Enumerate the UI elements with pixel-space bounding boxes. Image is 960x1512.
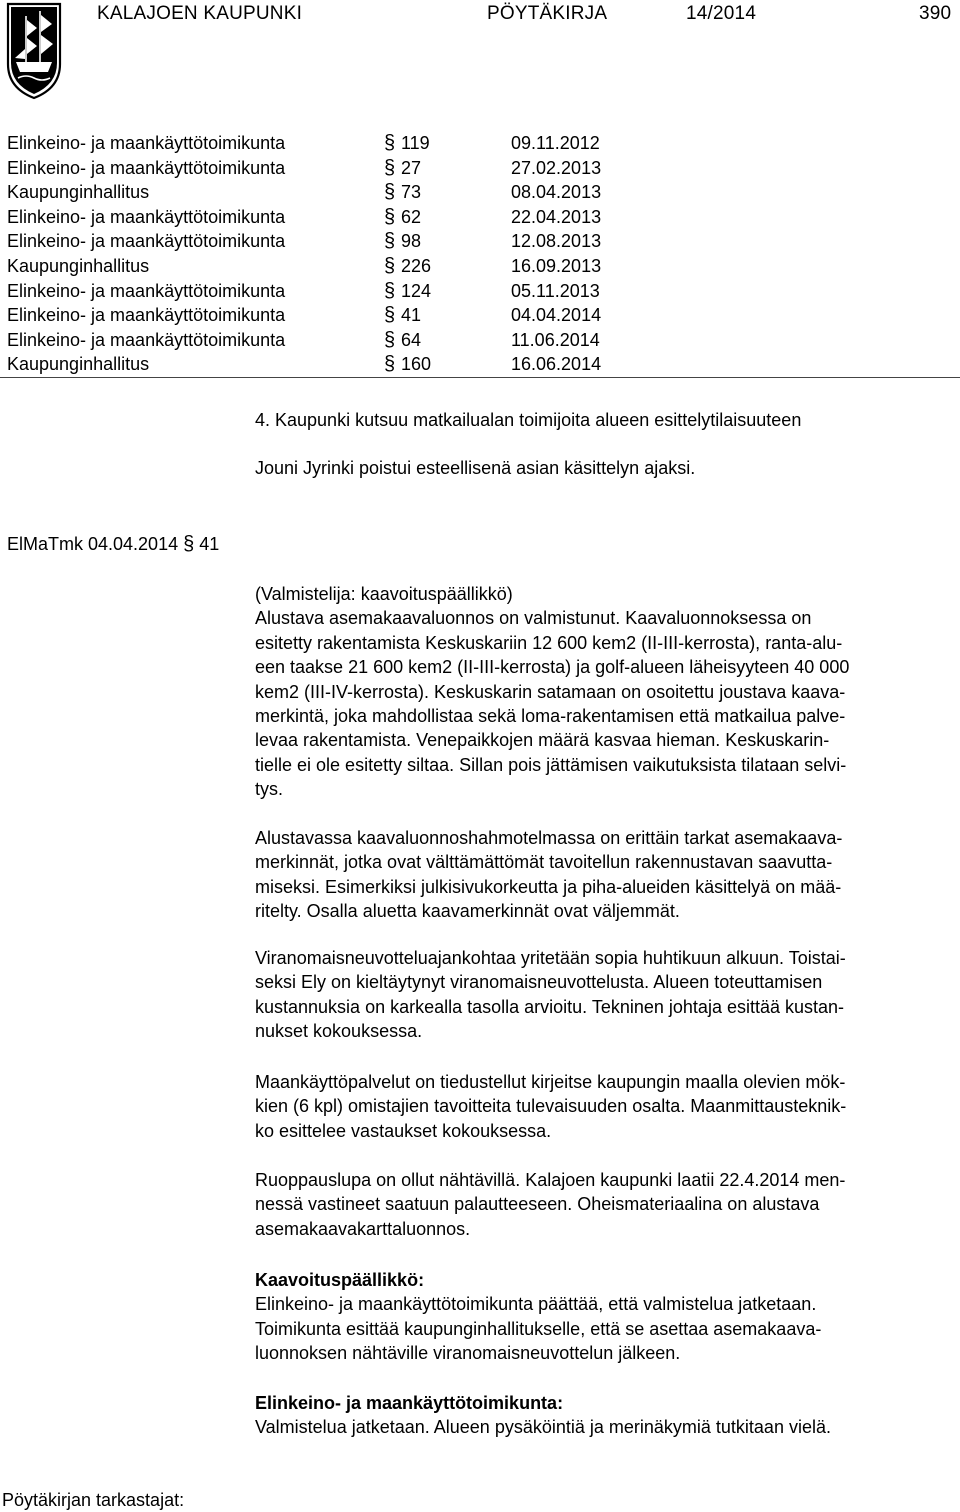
item-title: 4. Kaupunki kutsuu matkailualan toimijoita alueen esittelytilaisuuteen	[255, 410, 802, 430]
paragraph-cottages	[255, 1070, 955, 1143]
document-type: PÖYTÄKIRJA	[487, 3, 608, 24]
item-reference	[7, 532, 219, 556]
history-row	[0, 303, 960, 328]
history-date: 09.11.2012	[511, 133, 600, 153]
section-sign: §	[384, 279, 396, 302]
history-date: 27.02.2013	[511, 157, 602, 178]
history-number: 160	[401, 354, 432, 375]
decision-section	[255, 1391, 955, 1440]
history-date: 22.04.2013	[511, 206, 602, 227]
text-line: kem2 (III-IV-kerrosta). Keskuskarin satamaan on osoitettu joustava kaava-	[255, 681, 846, 702]
history-body: Elinkeino- ja maankäyttötoimikunta	[7, 133, 286, 153]
decision-text: Valmistelua jatketaan. Alueen pysäköintiä ja merinäkymiä tutkitaan vielä.	[255, 1417, 831, 1438]
history-number: 124	[401, 280, 432, 301]
history-number: 98	[401, 231, 422, 252]
history-body: Elinkeino- ja maankäyttötoimikunta	[7, 231, 286, 252]
history-number: 64	[401, 329, 422, 350]
history-row	[0, 328, 960, 353]
text-line: esitetty rakentamista Keskuskariin 12 600 kem2 (II-III-kerrosta), ranta-alu-	[255, 632, 843, 653]
section-sign: §	[384, 304, 396, 327]
history-row	[0, 229, 960, 254]
text-line: kustannuksia on karkealla tasolla arvioitu. Tekninen johtaja esittää kustan-	[255, 996, 845, 1017]
text-line: nukset kokouksessa.	[255, 1021, 423, 1042]
history-number: 62	[401, 206, 422, 227]
history-body: Elinkeino- ja maankäyttötoimikunta	[7, 206, 286, 227]
history-row	[0, 352, 960, 377]
history-body: Elinkeino- ja maankäyttötoimikunta	[7, 305, 286, 326]
issue-number: 14/2014	[686, 3, 757, 24]
page-header	[0, 0, 960, 100]
history-row	[0, 131, 960, 156]
text-line: nessä vastineet saatuun palautteeseen. Oheismateriaalina on alustava	[255, 1194, 820, 1215]
section-sign: §	[384, 132, 396, 154]
history-date: 16.09.2013	[511, 255, 602, 276]
history-number: 119	[401, 133, 430, 153]
divider	[0, 377, 960, 378]
section-sign: §	[384, 205, 396, 228]
section-sign: §	[384, 254, 396, 277]
text-line: luonnoksen nähtäville viranomaisneuvottelun jälkeen.	[255, 1343, 681, 1364]
handling-history	[0, 131, 960, 377]
text-line: een taakse 21 600 kem2 (II-III-kerrosta) ja golf-alueen läheisyyteen 40 000	[255, 657, 850, 678]
text-line: ko esittelee vastaukset kokouksessa.	[255, 1120, 552, 1141]
history-date: 16.06.2014	[511, 354, 602, 375]
history-row	[0, 205, 960, 230]
section-sign: §	[384, 353, 396, 376]
paragraph-dredging	[255, 1168, 955, 1241]
reference-number: 41	[199, 534, 220, 554]
history-body: Kaupunginhallitus	[7, 182, 150, 203]
history-date: 05.11.2013	[511, 280, 600, 301]
text-line: Maankäyttöpalvelut on tiedustellut kirjeitse kaupungin maalla olevien mök-	[255, 1072, 846, 1092]
section-sign: §	[183, 533, 195, 555]
history-number: 27	[401, 157, 422, 178]
decision-heading: Elinkeino- ja maankäyttötoimikunta:	[255, 1393, 564, 1413]
text-line: Elinkeino- ja maankäyttötoimikunta päättää, että valmistelua jatketaan.	[255, 1294, 817, 1315]
section-sign: §	[384, 181, 396, 204]
text-line: levaa rakentamista. Venepaikkojen määrä kasvaa hieman. Keskuskarin-	[255, 730, 830, 751]
text-line: Ruoppauslupa on ollut nähtävillä. Kalajoen kaupunki laatii 22.4.2014 men-	[255, 1170, 846, 1190]
history-body: Kaupunginhallitus	[7, 354, 150, 375]
text-line: merkinnät, jotka ovat välttämättömät tavoitellun rakennustavan saavutta-	[255, 852, 833, 873]
history-date: 11.06.2014	[511, 329, 600, 350]
reviewers-label: Pöytäkirjan tarkastajat:	[2, 1490, 185, 1510]
page-number: 390	[919, 3, 952, 24]
history-date: 08.04.2013	[511, 182, 602, 203]
text-line: kien (6 kpl) omistajien tavoitteita tulevaisuuden osalta. Maanmittausteknik-	[255, 1096, 847, 1117]
text-line: Viranomaisneuvotteluajankohtaa yritetään sopia huhtikuun alkuun. Toistai-	[255, 948, 846, 968]
text-line: tys.	[255, 779, 284, 800]
history-number: 41	[401, 305, 422, 326]
text-line: Alustavassa kaavaluonnoshahmotelmassa on erittäin tarkat asemakaava-	[255, 828, 843, 848]
text-line: asemakaavakarttaluonnos.	[255, 1218, 471, 1239]
text-line: (Valmistelija: kaavoituspäällikkö)	[255, 584, 513, 604]
reference-code: ElMaTmk 04.04.2014	[7, 534, 179, 554]
text-line: tielle ei ole esitetty siltaa. Sillan pois jättämisen vaikutuksista tilataan selvi-	[255, 754, 847, 775]
text-line: seksi Ely on kieltäytynyt viranomaisneuvottelusta. Alueen toteuttamisen	[255, 972, 823, 993]
text-line: miseksi. Esimerkiksi julkisivukorkeutta ja piha-alueiden käsittelyä on mää-	[255, 876, 842, 897]
history-date: 04.04.2014	[511, 305, 602, 326]
history-date: 12.08.2013	[511, 231, 602, 252]
history-row	[0, 156, 960, 181]
proposal-heading: Kaavoituspäällikkö:	[255, 1270, 425, 1290]
history-number: 226	[401, 255, 432, 276]
section-sign: §	[384, 328, 396, 351]
paragraph-preparation	[255, 582, 955, 802]
ship-coat-of-arms-icon	[6, 2, 62, 100]
section-sign: §	[384, 156, 396, 179]
text-line: merkintä, joka mahdollistaa sekä loma-rakentamisen että matkailua palve-	[255, 705, 846, 726]
history-body: Elinkeino- ja maankäyttötoimikunta	[7, 329, 286, 350]
paragraph-negotiation	[255, 946, 955, 1044]
recusal-note: Jouni Jyrinki poistui esteellisenä asian käsittelyn ajaksi.	[255, 458, 696, 478]
text-line: Alustava asemakaavaluonnos on valmistunut. Kaavaluonnoksessa on	[255, 608, 812, 629]
history-body: Elinkeino- ja maankäyttötoimikunta	[7, 157, 286, 178]
proposal-section	[255, 1268, 955, 1366]
history-body: Kaupunginhallitus	[7, 255, 150, 276]
history-number: 73	[401, 182, 422, 203]
section-sign: §	[384, 230, 396, 253]
history-row	[0, 180, 960, 205]
history-body: Elinkeino- ja maankäyttötoimikunta	[7, 280, 286, 301]
paragraph-plan-markings	[255, 826, 955, 924]
text-line: Toimikunta esittää kaupunginhallitukselle, että se asettaa asemakaava-	[255, 1318, 822, 1339]
text-line: ritelty. Osalla aluetta kaavamerkinnät ovat väljemmät.	[255, 901, 680, 922]
city-name: KALAJOEN KAUPUNKI	[97, 3, 303, 24]
history-row	[0, 279, 960, 304]
history-row	[0, 254, 960, 279]
